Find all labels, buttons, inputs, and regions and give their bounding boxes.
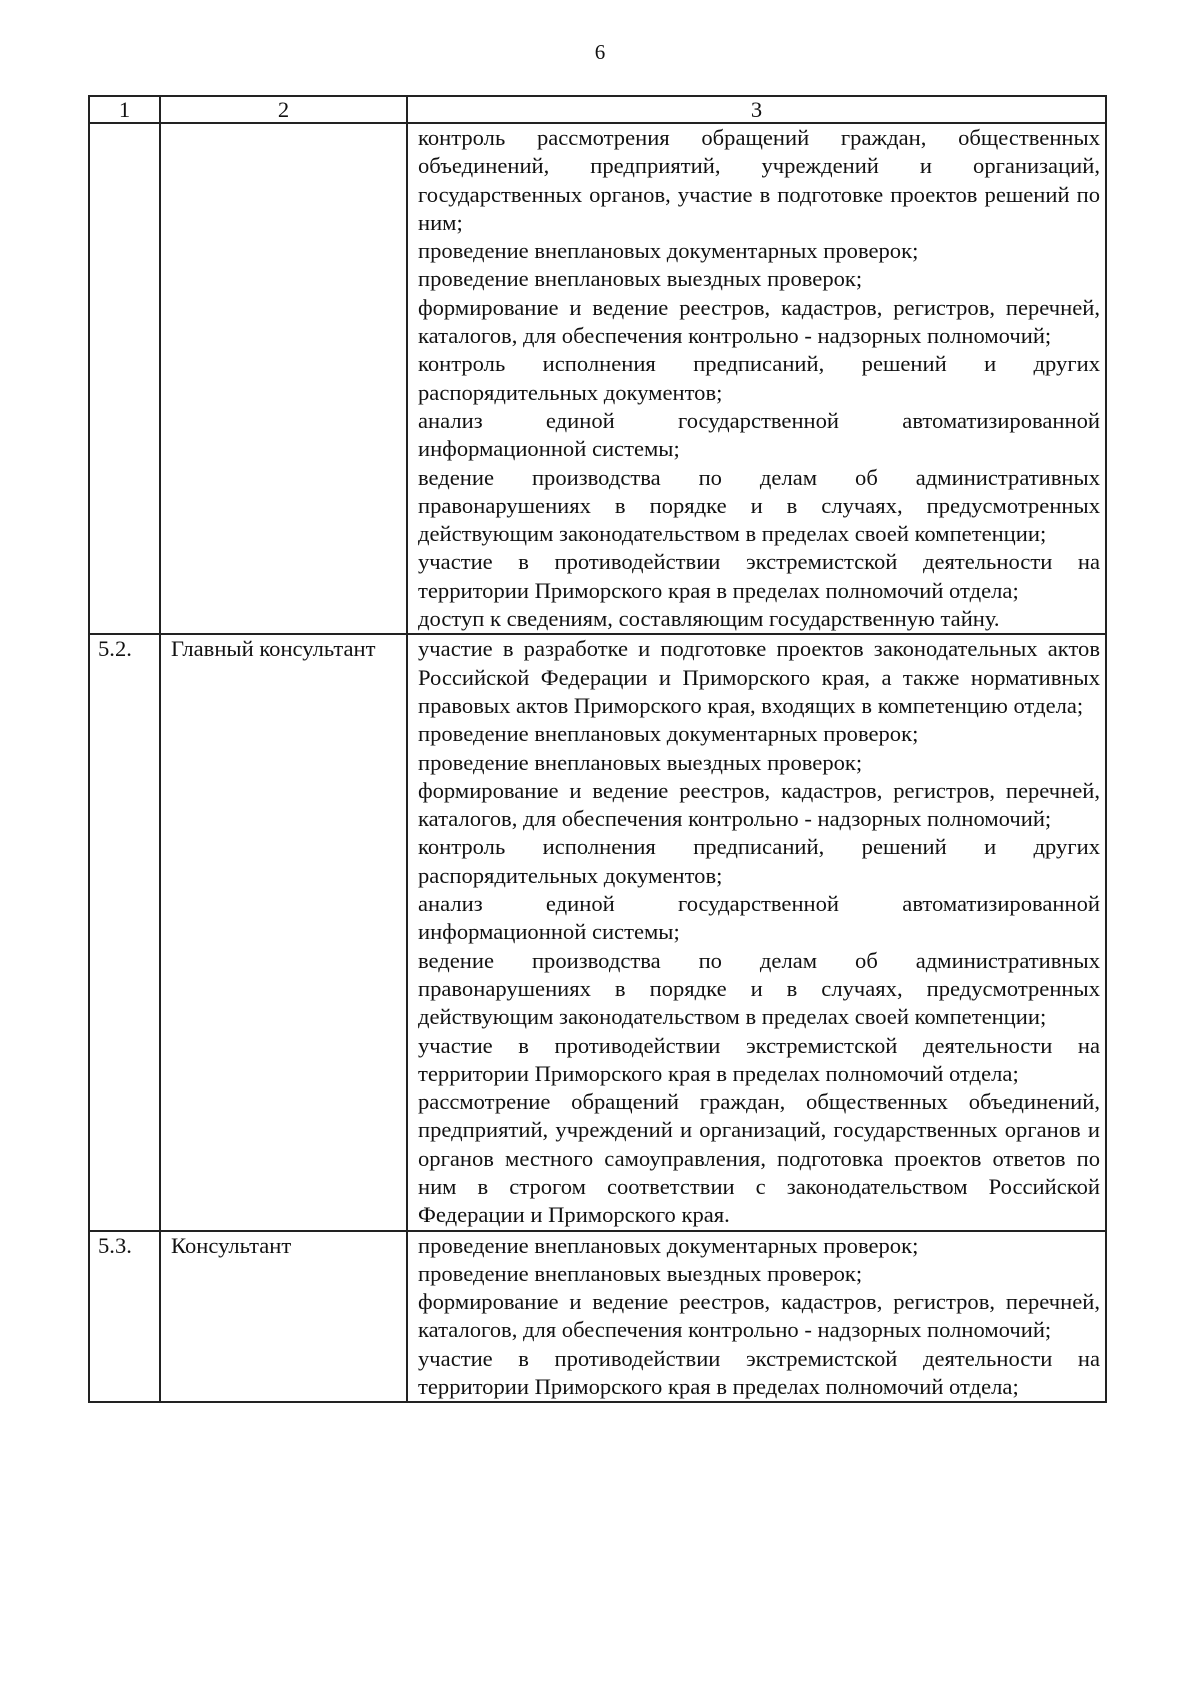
table-row — [89, 634, 1106, 1230]
position-title — [160, 123, 407, 634]
duty-item: ведение производства по делам об административных правонарушениях в порядке и в случаях, предусмотренных действующим законодательством в пределах своей компетенции; — [418, 464, 1100, 547]
header-row — [89, 96, 1106, 123]
table-row — [89, 1231, 1106, 1403]
duty-item: проведение внеплановых документарных проверок; — [418, 1232, 919, 1258]
duties-table — [88, 95, 1107, 1403]
duty-item: рассмотрение обращений граждан, общественных объединений, предприятий, учреждений и организаций, государственных органов и органов местного самоуправления, подготовка проектов ответов по ним в строгом соответствии с законодательством Российской Федерации и Приморского края. — [418, 1089, 1100, 1228]
header-col-3: 3 — [407, 96, 1106, 123]
duty-item: формирование и ведение реестров, кадастров, регистров, перечней, каталогов, для обеспечения контрольно - надзорных полномочий; — [418, 777, 1100, 832]
duty-item: анализ единой государственной автоматизированной информационной системы; — [418, 891, 1100, 945]
duties-cell — [407, 1231, 1106, 1403]
duty-item: формирование и ведение реестров, кадастров, регистров, перечней, каталогов, для обеспечения контрольно - надзорных полномочий; — [418, 1289, 1100, 1343]
duty-item: участие в противодействии экстремистской деятельности на территории Приморского края в пределах полномочий отдела; — [418, 1032, 1100, 1086]
header-col-2: 2 — [160, 96, 407, 123]
duty-item: формирование и ведение реестров, кадастров, регистров, перечней, каталогов, для обеспечения контрольно - надзорных полномочий; — [418, 294, 1100, 349]
table-row — [89, 123, 1106, 634]
row-number — [89, 123, 160, 634]
page-number: 6 — [594, 40, 606, 64]
duties-cell — [407, 123, 1106, 634]
duty-item: проведение внеплановых документарных проверок; — [418, 721, 919, 747]
duty-item: участие в противодействии экстремистской деятельности на территории Приморского края в пределах полномочий отдела; — [418, 549, 1100, 603]
duty-item: участие в противодействии экстремистской деятельности на территории Приморского края в пределах полномочий отдела; — [418, 1345, 1100, 1400]
duty-item: контроль исполнения предписаний, решений и других распорядительных документов; — [418, 834, 1100, 888]
position-title: Консультант — [160, 1231, 407, 1403]
duty-item: проведение внеплановых выездных проверок; — [418, 1260, 863, 1286]
duty-item: проведение внеплановых документарных проверок; — [418, 238, 919, 264]
duties-cell — [407, 634, 1106, 1230]
duty-item: анализ единой государственной автоматизированной информационной системы; — [418, 407, 1100, 462]
position-title: Главный консультант — [160, 634, 407, 1230]
duty-item: ведение производства по делам об административных правонарушениях в порядке и в случаях, предусмотренных действующим законодательством в пределах своей компетенции; — [418, 947, 1100, 1030]
row-number: 5.2. — [89, 634, 160, 1230]
duty-item: проведение внеплановых выездных проверок; — [418, 749, 863, 775]
duty-item: проведение внеплановых выездных проверок; — [418, 266, 863, 292]
header-col-1: 1 — [89, 96, 160, 123]
duty-item: контроль исполнения предписаний, решений и других распорядительных документов; — [418, 351, 1100, 405]
duty-item: участие в разработке и подготовке проектов законодательных актов Российской Федерации и Приморского края, а также нормативных правовых актов Приморского края, входящих в компетенцию отдела; — [418, 636, 1100, 718]
row-number: 5.3. — [89, 1231, 160, 1403]
duty-item: контроль рассмотрения обращений граждан, общественных объединений, предприятий, учреждений и организаций, государственных органов, участие в подготовке проектов решений по ним; — [418, 125, 1100, 235]
duty-item: доступ к сведениям, составляющим государственную тайну. — [418, 606, 1000, 632]
